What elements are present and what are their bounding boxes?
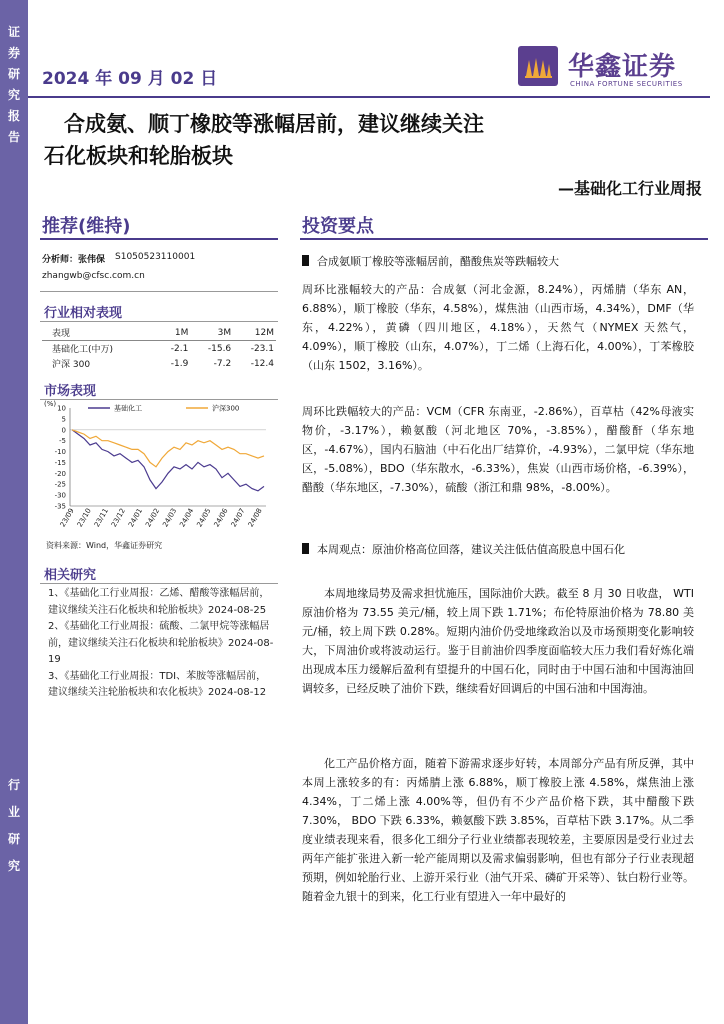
perf-heading: 行业相对表现 [44, 306, 123, 321]
y-tick-label: -10 [54, 448, 66, 457]
title-line-1: 合成氨、顺丁橡胶等涨幅居前，建议继续关注 [64, 112, 484, 136]
x-tick-label: 24/06 [212, 507, 230, 529]
perf-divider [40, 321, 278, 322]
y-tick-label: -35 [54, 502, 66, 511]
series-line-0 [72, 430, 264, 491]
side-char: 行 [7, 778, 20, 792]
y-tick-label: 5 [61, 415, 66, 424]
related-item[interactable]: 2、《基础化工行业周报：硫酸、二氯甲烷等涨幅居前，建议继续关注石化板块和轮胎板块》2024-08-19 [48, 621, 274, 665]
point-2-text: 本周观点：原油价格高位回落，建议关注低估值高股息中国石化 [317, 543, 625, 556]
x-tick-label: 24/01 [127, 507, 145, 529]
paragraph-down: 周环比跌幅较大的产品：VCM（CFR 东南亚，-2.86%），百草枯（42%母液实物价，-3.17%），赖氨酸（河北地区 70%，-3.85%），醋酸酐（华东地区，-4.67%），国内石脑油（中石化出厂结算价，-4.93%），二氯甲烷（华东地区，-5.08%），BDO（华东散水，-6.33%），焦炭（山西市场价格，-6.39%），醋酸（华东地区，-7.30%），硫酸（浙江和鼎 98%，-8.00%）。 [302, 405, 694, 494]
x-tick-label: 24/04 [178, 507, 196, 529]
analyst-info [42, 252, 274, 281]
analyst-id: S1050523110001 [115, 252, 196, 262]
bullet-square-icon [302, 255, 309, 266]
legend-label: 基础化工 [114, 404, 142, 413]
side-char: 证 [7, 25, 20, 39]
table-row [42, 356, 276, 371]
side-label-bottom [0, 772, 28, 880]
header-divider [28, 96, 710, 98]
y-tick-label: 0 [61, 426, 66, 435]
related-heading: 相关研究 [44, 568, 97, 583]
side-char: 研 [7, 67, 20, 81]
related-divider [40, 583, 278, 584]
side-char: 报 [7, 109, 20, 123]
paragraph-up: 周环比涨幅较大的产品：合成氨（河北金源，8.24%），丙烯腈（华东 AN，6.88%），顺丁橡胶（华东，4.58%），煤焦油（山西市场，4.34%），DMF（华东，4.22%），黄磷（四川地区，4.18%），天然气（NYMEX 天然气，4.09%），顺丁橡胶（山东，4.07%），丁二烯（上海石化，4.00%），丁苯橡胶（山东 1502，3.16%）。 [302, 283, 694, 372]
report-date: 2024 年 09 月 02 日 [42, 69, 218, 89]
x-tick-label: 24/03 [161, 507, 179, 529]
logo-mark-icon [518, 46, 558, 86]
x-tick-label: 23/09 [58, 507, 76, 529]
related-research-list [48, 586, 274, 702]
table-row [42, 341, 276, 357]
y-tick-label: -15 [54, 458, 66, 467]
related-item[interactable]: 3、《基础化工行业周报：TDI、苯胺等涨幅居前，建议继续关注轮胎板块和农化板块》2024-08-12 [48, 670, 267, 698]
analyst-email: zhangwb@cfsc.com.cn [42, 271, 145, 281]
x-tick-label: 24/05 [195, 507, 213, 529]
table-cell: -2.1 [170, 343, 189, 354]
y-unit-label: (%) [44, 400, 57, 408]
table-header: 1M [157, 325, 191, 341]
y-tick-label: 10 [57, 404, 66, 413]
report-title [44, 108, 694, 172]
logo-name-cn: 华鑫证券 [568, 52, 677, 82]
table-cell: -1.9 [170, 358, 189, 369]
market-heading: 市场表现 [44, 384, 97, 399]
x-tick-label: 23/11 [92, 507, 110, 529]
side-char: 业 [7, 805, 20, 819]
y-tick-label: -20 [54, 469, 66, 478]
table-cell: -12.4 [250, 358, 274, 369]
side-char: 研 [7, 832, 20, 846]
table-header-row [42, 325, 276, 341]
table-header: 12M [233, 325, 276, 341]
paragraph-view-1: 本周地缘局势及需求担忧施压，国际油价大跌。截至 8 月 30 日收盘， WTI 原油价格为 73.55 美元/桶，较上周下跌 1.71%；布伦特原油价格为 78.80 美元/桶，较上周下跌 0.28%。短期内油价仍受地缘政治以及市场预期变化影响较大，下周油价或将波动运行。鉴于目前油价四季度面临较大压力我们看好炼化端出现成本压力缓解后盈利有望提升的中国石化，同时由于中国石油和中国海油回调较多，已经反映了油价下跌，继续看好回调后的中国石油和中国海油。 [302, 587, 694, 695]
rating-divider [40, 238, 278, 240]
report-subtitle: —基础化工行业周报 [557, 179, 702, 198]
table-cell: -23.1 [250, 343, 274, 354]
analyst-divider [40, 291, 278, 292]
key-points-divider [300, 238, 708, 240]
table-header: 表现 [42, 325, 157, 341]
side-char: 告 [7, 130, 20, 144]
legend-label: 沪深300 [212, 404, 240, 413]
table-header: 3M [190, 325, 233, 341]
side-char: 券 [7, 46, 20, 60]
x-tick-label: 24/07 [229, 507, 247, 529]
logo-name-en: CHINA FORTUNE SECURITIES [570, 80, 683, 88]
point-1-text: 合成氨顺丁橡胶等涨幅居前，醋酸焦炭等跌幅较大 [317, 255, 559, 268]
title-line-2: 石化板块和轮胎板块 [44, 144, 233, 168]
paragraph-view-2: 化工产品价格方面，随着下游需求逐步好转，本周部分产品有所反弹，其中本周上涨较多的有：丙烯腈上涨 6.88%，顺丁橡胶上涨 4.58%，煤焦油上涨 4.34%，丁二烯上涨 4.00%等，但仍有不少产品价格下跌，其中醋酸下跌 7.30%， BDO 下跌 6.33%，赖氨酸下跌 3.85%，百草枯下跌 3.17%。从二季度业绩表现来看，很多化工细分子行业业绩都表现较差，主要原因是受行业过去两年产能扩张进入新一轮产能周期以及需求偏弱影响，但也有部分子行业表现超预期，例如轮胎行业、上游开采行业（油气开采、磷矿开采等）、钛白粉行业等。随着金九银十的到来，化工行业有望进入一年中最好的 [302, 757, 694, 903]
performance-table [42, 325, 276, 371]
company-logo [518, 44, 708, 94]
table-cell: 沪深 300 [52, 360, 91, 370]
y-tick-label: -5 [59, 437, 66, 446]
y-tick-label: -25 [54, 480, 66, 489]
side-char: 究 [7, 88, 20, 102]
analyst-name: 分析师：张伟保 [42, 255, 106, 265]
table-cell: -15.6 [207, 343, 232, 354]
x-tick-label: 24/08 [246, 507, 264, 529]
table-cell: -7.2 [213, 358, 232, 369]
y-tick-label: -30 [54, 491, 66, 500]
chart-source: 资料来源：Wind，华鑫证券研究 [46, 541, 163, 550]
market-performance-chart [40, 398, 276, 538]
x-tick-label: 24/02 [144, 507, 162, 529]
related-item[interactable]: 1、《基础化工行业周报：乙烯、醋酸等涨幅居前，建议继续关注石化板块和轮胎板块》2024-08-25 [48, 588, 270, 616]
side-char: 究 [7, 859, 20, 873]
point-1 [302, 252, 559, 271]
rating-heading: 推荐(维持) [42, 216, 131, 237]
bullet-square-icon [302, 543, 309, 554]
table-cell: 基础化工(中万) [52, 345, 114, 355]
x-tick-label: 23/10 [75, 507, 93, 529]
side-label-top [0, 22, 28, 148]
x-tick-label: 23/12 [109, 507, 128, 529]
point-2 [302, 540, 694, 559]
key-points-heading: 投资要点 [302, 216, 374, 237]
